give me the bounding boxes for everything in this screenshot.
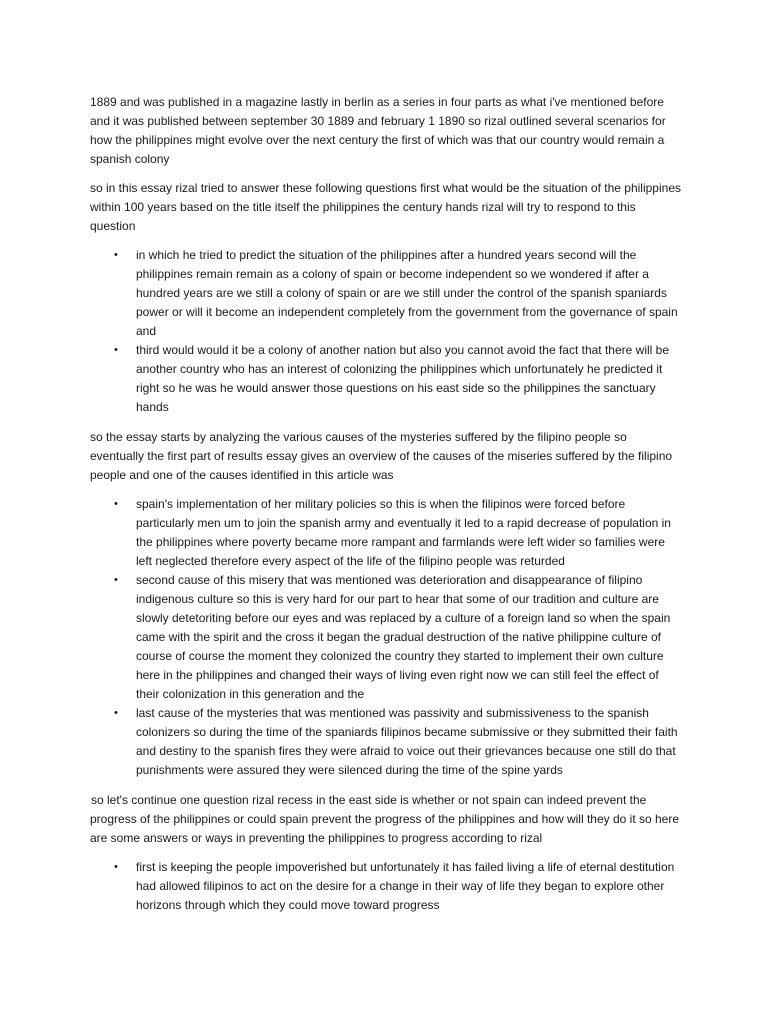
list-item-text: in which he tried to predict the situation of the philippines after a hundred years second will the philippines remain remain as a colony of spain or become independent so we wondered if after a hundred years are we still a colony of spain or are we still under the control of the spanish spaniards power or will it become an independent completely from the government from the governance of spain and xyxy=(136,248,678,338)
bullet-list xyxy=(90,246,682,417)
paragraph: so let's continue one question rizal recess in the east side is whether or not spain can indeed prevent the progress of the philippines or could spain prevent the progress of the philippines and how will they do it so here are some answers or ways in preventing the philippines to progress according to rizal xyxy=(90,793,680,845)
bullet-icon: • xyxy=(114,707,118,719)
list-item-text: first is keeping the people impoverished but unfortunately it has failed living a life of eternal destitution had allowed filipinos to act on the desire for a change in their way of life they began to explore other horizons through which they could move toward progress xyxy=(136,860,675,912)
bullet-icon: • xyxy=(114,861,118,873)
list-item xyxy=(90,341,682,417)
bullet-list xyxy=(90,495,682,780)
bullet-icon: • xyxy=(114,498,118,510)
paragraph: so the essay starts by analyzing the various causes of the mysteries suffered by the filipino people so eventually the first part of results essay gives an overview of the causes of the miseries suffered by the filipino people and one of the causes identified in this article was xyxy=(90,430,673,482)
list-item xyxy=(90,495,682,571)
document-page xyxy=(90,93,682,926)
list-item xyxy=(90,246,682,341)
list-item xyxy=(90,571,682,704)
bullet-icon: • xyxy=(114,574,118,586)
bullet-icon: • xyxy=(114,249,118,261)
list-item-text: spain's implementation of her military policies so this is when the filipinos were forced before particularly men um to join the spanish army and eventually it led to a rapid decrease of population in the philippines where poverty became more rampant and farmlands were left wider so families were left neglected therefore every aspect of the life of the filipino people was returded xyxy=(136,497,671,568)
paragraph: so in this essay rizal tried to answer these following questions first what would be the situation of the philippines within 100 years based on the title itself the philippines the century hands rizal will try to respond to this question xyxy=(90,181,681,233)
list-item-text: second cause of this misery that was mentioned was deterioration and disappearance of filipino indigenous culture so this is very hard for our part to hear that some of our tradition and culture are slowly detetoriting before our eyes and was replaced by a culture of a foreign land so when the spain came with the spirit and the cross it began the gradual destruction of the native philippine culture of course of course the moment they colonized the country they started to implement their own culture here in the philippines and changed their ways of living even right now we can still feel the effect of their colonization in this generation and the xyxy=(136,573,671,701)
list-item-text: third would would it be a colony of another nation but also you cannot avoid the fact that there will be another country who has an interest of colonizing the philippines which unfortunately he predicted it right so he was he would answer those questions on his east side so the philippines the sanctuary hands xyxy=(136,343,670,414)
paragraph: 1889 and was published in a magazine lastly in berlin as a series in four parts as what i've mentioned before and it was published between september 30 1889 and february 1 1890 so rizal outlined several scenarios for how the philippines might evolve over the next century the first of which was that our country would remain a spanish colony xyxy=(90,95,666,166)
list-item xyxy=(90,858,682,915)
list-item xyxy=(90,704,682,780)
list-item-text: last cause of the mysteries that was mentioned was passivity and submissiveness to the spanish colonizers so during the time of the spaniards filipinos became submissive or they submitted their faith and destiny to the spanish fires they were afraid to voice out their grievances because one still do that punishments were assured they were silenced during the time of the spine yards xyxy=(136,706,678,777)
bullet-list xyxy=(90,858,682,915)
bullet-icon: • xyxy=(114,344,118,356)
